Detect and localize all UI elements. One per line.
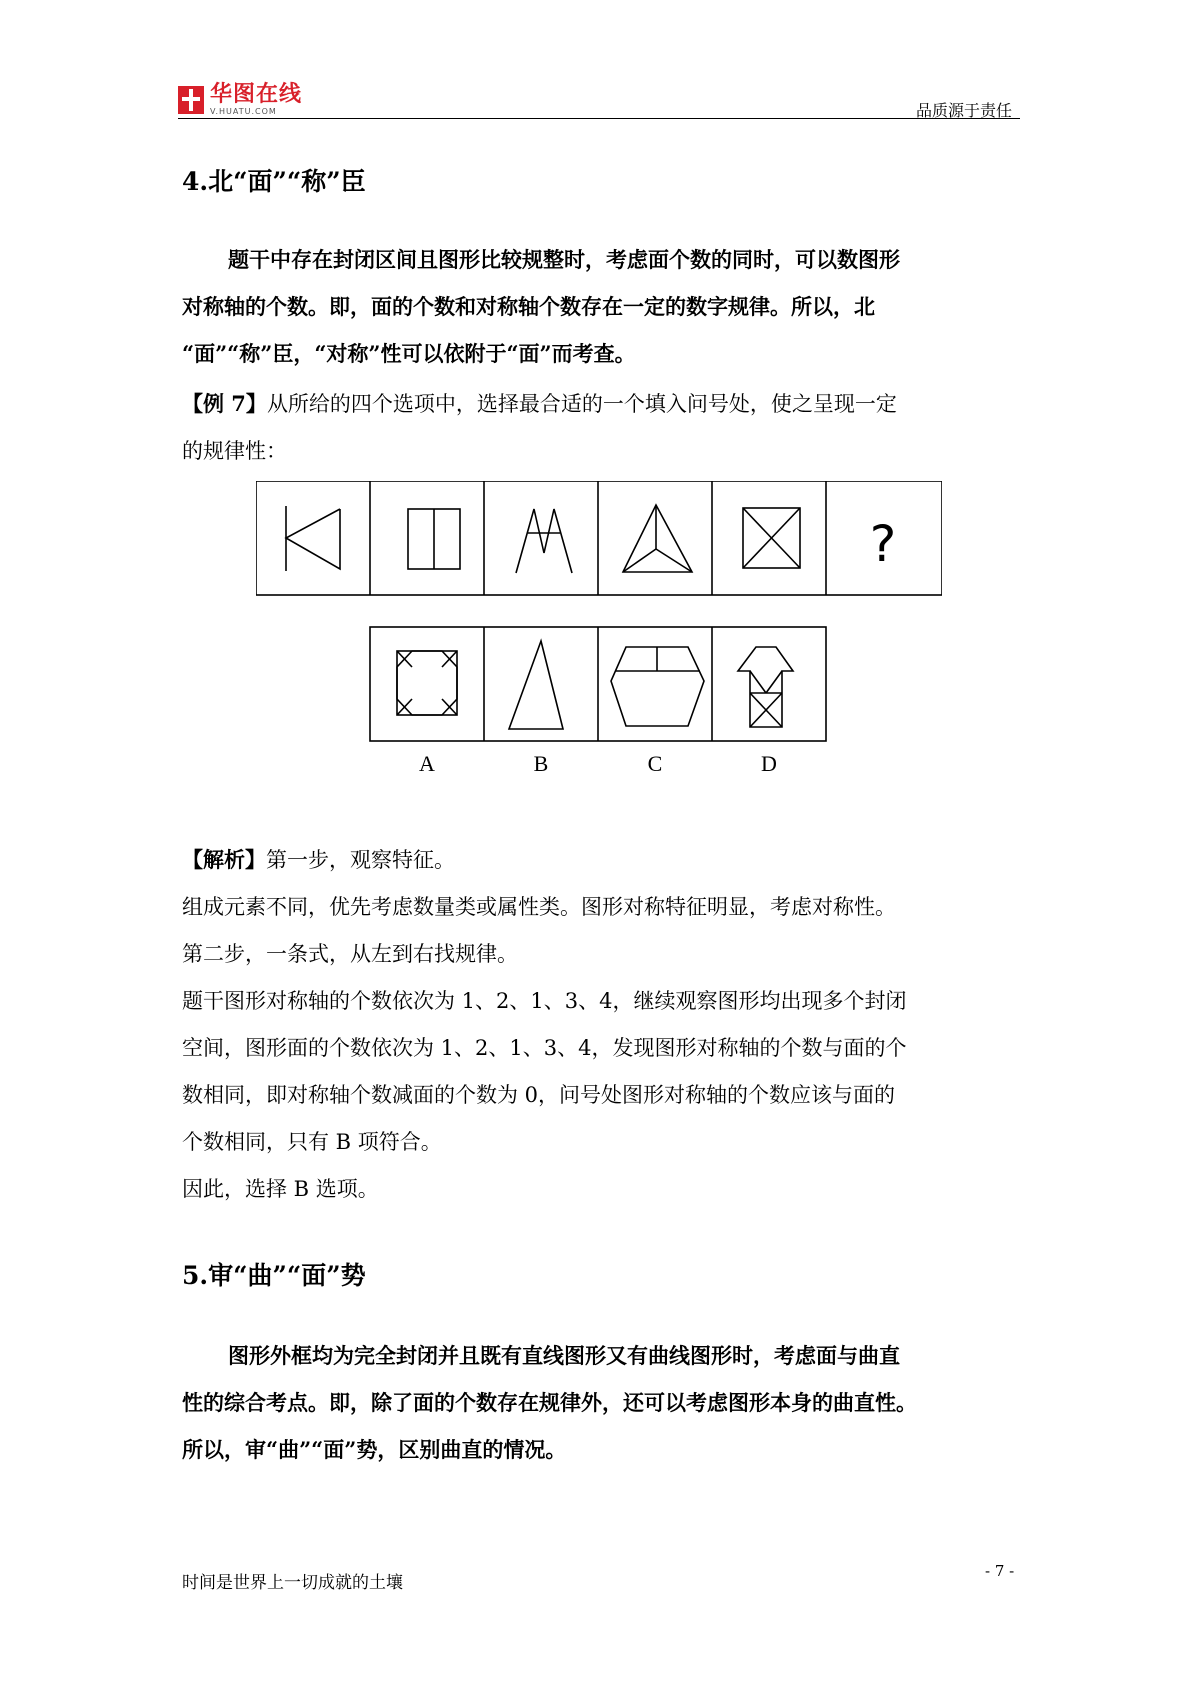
intro-line: 性的综合考点。即，除了面的个数存在规律外，还可以考虑图形本身的曲直性。 bbox=[182, 1390, 917, 1415]
footer-motto: 时间是世界上一切成就的土壤 bbox=[182, 1573, 403, 1593]
puzzle-figure bbox=[256, 481, 942, 779]
section-5-title: 5.审“曲”“面”势 bbox=[182, 1261, 366, 1290]
section-4-title: 4.北“面”“称”臣 bbox=[182, 167, 366, 196]
question-figure-5 bbox=[743, 508, 800, 568]
header-slogan: 品质源于责任 bbox=[915, 101, 1012, 120]
intro-line: 图形外框均为完全封闭并且既有直线图形又有曲线图形时，考虑面与曲直 bbox=[228, 1343, 900, 1368]
analysis-line: 组成元素不同，优先考虑数量类或属性类。图形对称特征明显，考虑对称性。 bbox=[182, 895, 896, 919]
option-d-label: D bbox=[761, 751, 777, 776]
intro-line: 题干中存在封闭区间且图形比较规整时，考虑面个数的同时，可以数图形 bbox=[228, 247, 900, 272]
option-d-figure[interactable] bbox=[738, 647, 793, 727]
example-question-line: 从所给的四个选项中，选择最合适的一个填入问号处，使之呈现一定 bbox=[266, 392, 897, 416]
header-logo bbox=[178, 84, 302, 116]
example-label: 【例 7】 bbox=[182, 391, 267, 416]
question-figure-4 bbox=[623, 505, 692, 572]
analysis-line: 个数相同，只有 B 项符合。 bbox=[182, 1130, 442, 1154]
example-question-line: 的规律性： bbox=[182, 439, 287, 463]
question-figure-2 bbox=[408, 509, 460, 569]
option-a-figure[interactable] bbox=[397, 651, 457, 715]
option-b-label: B bbox=[533, 751, 549, 776]
huatu-logo-icon bbox=[178, 86, 204, 114]
section-5-intro bbox=[182, 1332, 1032, 1473]
analysis-label: 【解析】 bbox=[182, 847, 266, 872]
header-divider bbox=[178, 118, 1020, 119]
question-figure-1 bbox=[286, 506, 340, 571]
option-c-label: C bbox=[647, 751, 663, 776]
analysis-line: 空间，图形面的个数依次为 1、2、1、3、4，发现图形对称轴的个数与面的个 bbox=[182, 1036, 907, 1060]
logo-url: V.HUATU.COM bbox=[210, 107, 277, 116]
option-c-figure[interactable] bbox=[611, 647, 704, 726]
page-number: - 7 - bbox=[985, 1562, 1015, 1580]
option-a-label: A bbox=[419, 751, 435, 776]
intro-line: “面”“称”臣，“对称”性可以依附于“面”而考查。 bbox=[182, 341, 636, 366]
question-row-frame bbox=[256, 481, 942, 595]
analysis-step: 第一步，观察特征。 bbox=[266, 848, 455, 872]
analysis-line: 因此，选择 B 选项。 bbox=[182, 1177, 379, 1201]
question-figure-3 bbox=[516, 509, 572, 573]
analysis-line: 数相同，即对称轴个数减面的个数为 0，问号处图形对称轴的个数应该与面的 bbox=[182, 1083, 896, 1107]
logo-text: 华图在线 bbox=[210, 82, 303, 107]
analysis-line: 第二步，一条式，从左到右找规律。 bbox=[182, 942, 518, 966]
example-7 bbox=[182, 380, 1022, 475]
option-b-figure[interactable] bbox=[509, 641, 563, 729]
intro-line: 所以，审“曲”“面”势，区别曲直的情况。 bbox=[182, 1437, 567, 1462]
intro-line: 对称轴的个数。即，面的个数和对称轴个数存在一定的数字规律。所以，北 bbox=[182, 294, 875, 319]
section-4-intro bbox=[182, 236, 1022, 377]
question-mark: ? bbox=[869, 515, 897, 573]
analysis bbox=[182, 836, 1022, 1213]
analysis-line: 题干图形对称轴的个数依次为 1、2、1、3、4，继续观察图形均出现多个封闭 bbox=[182, 989, 907, 1013]
